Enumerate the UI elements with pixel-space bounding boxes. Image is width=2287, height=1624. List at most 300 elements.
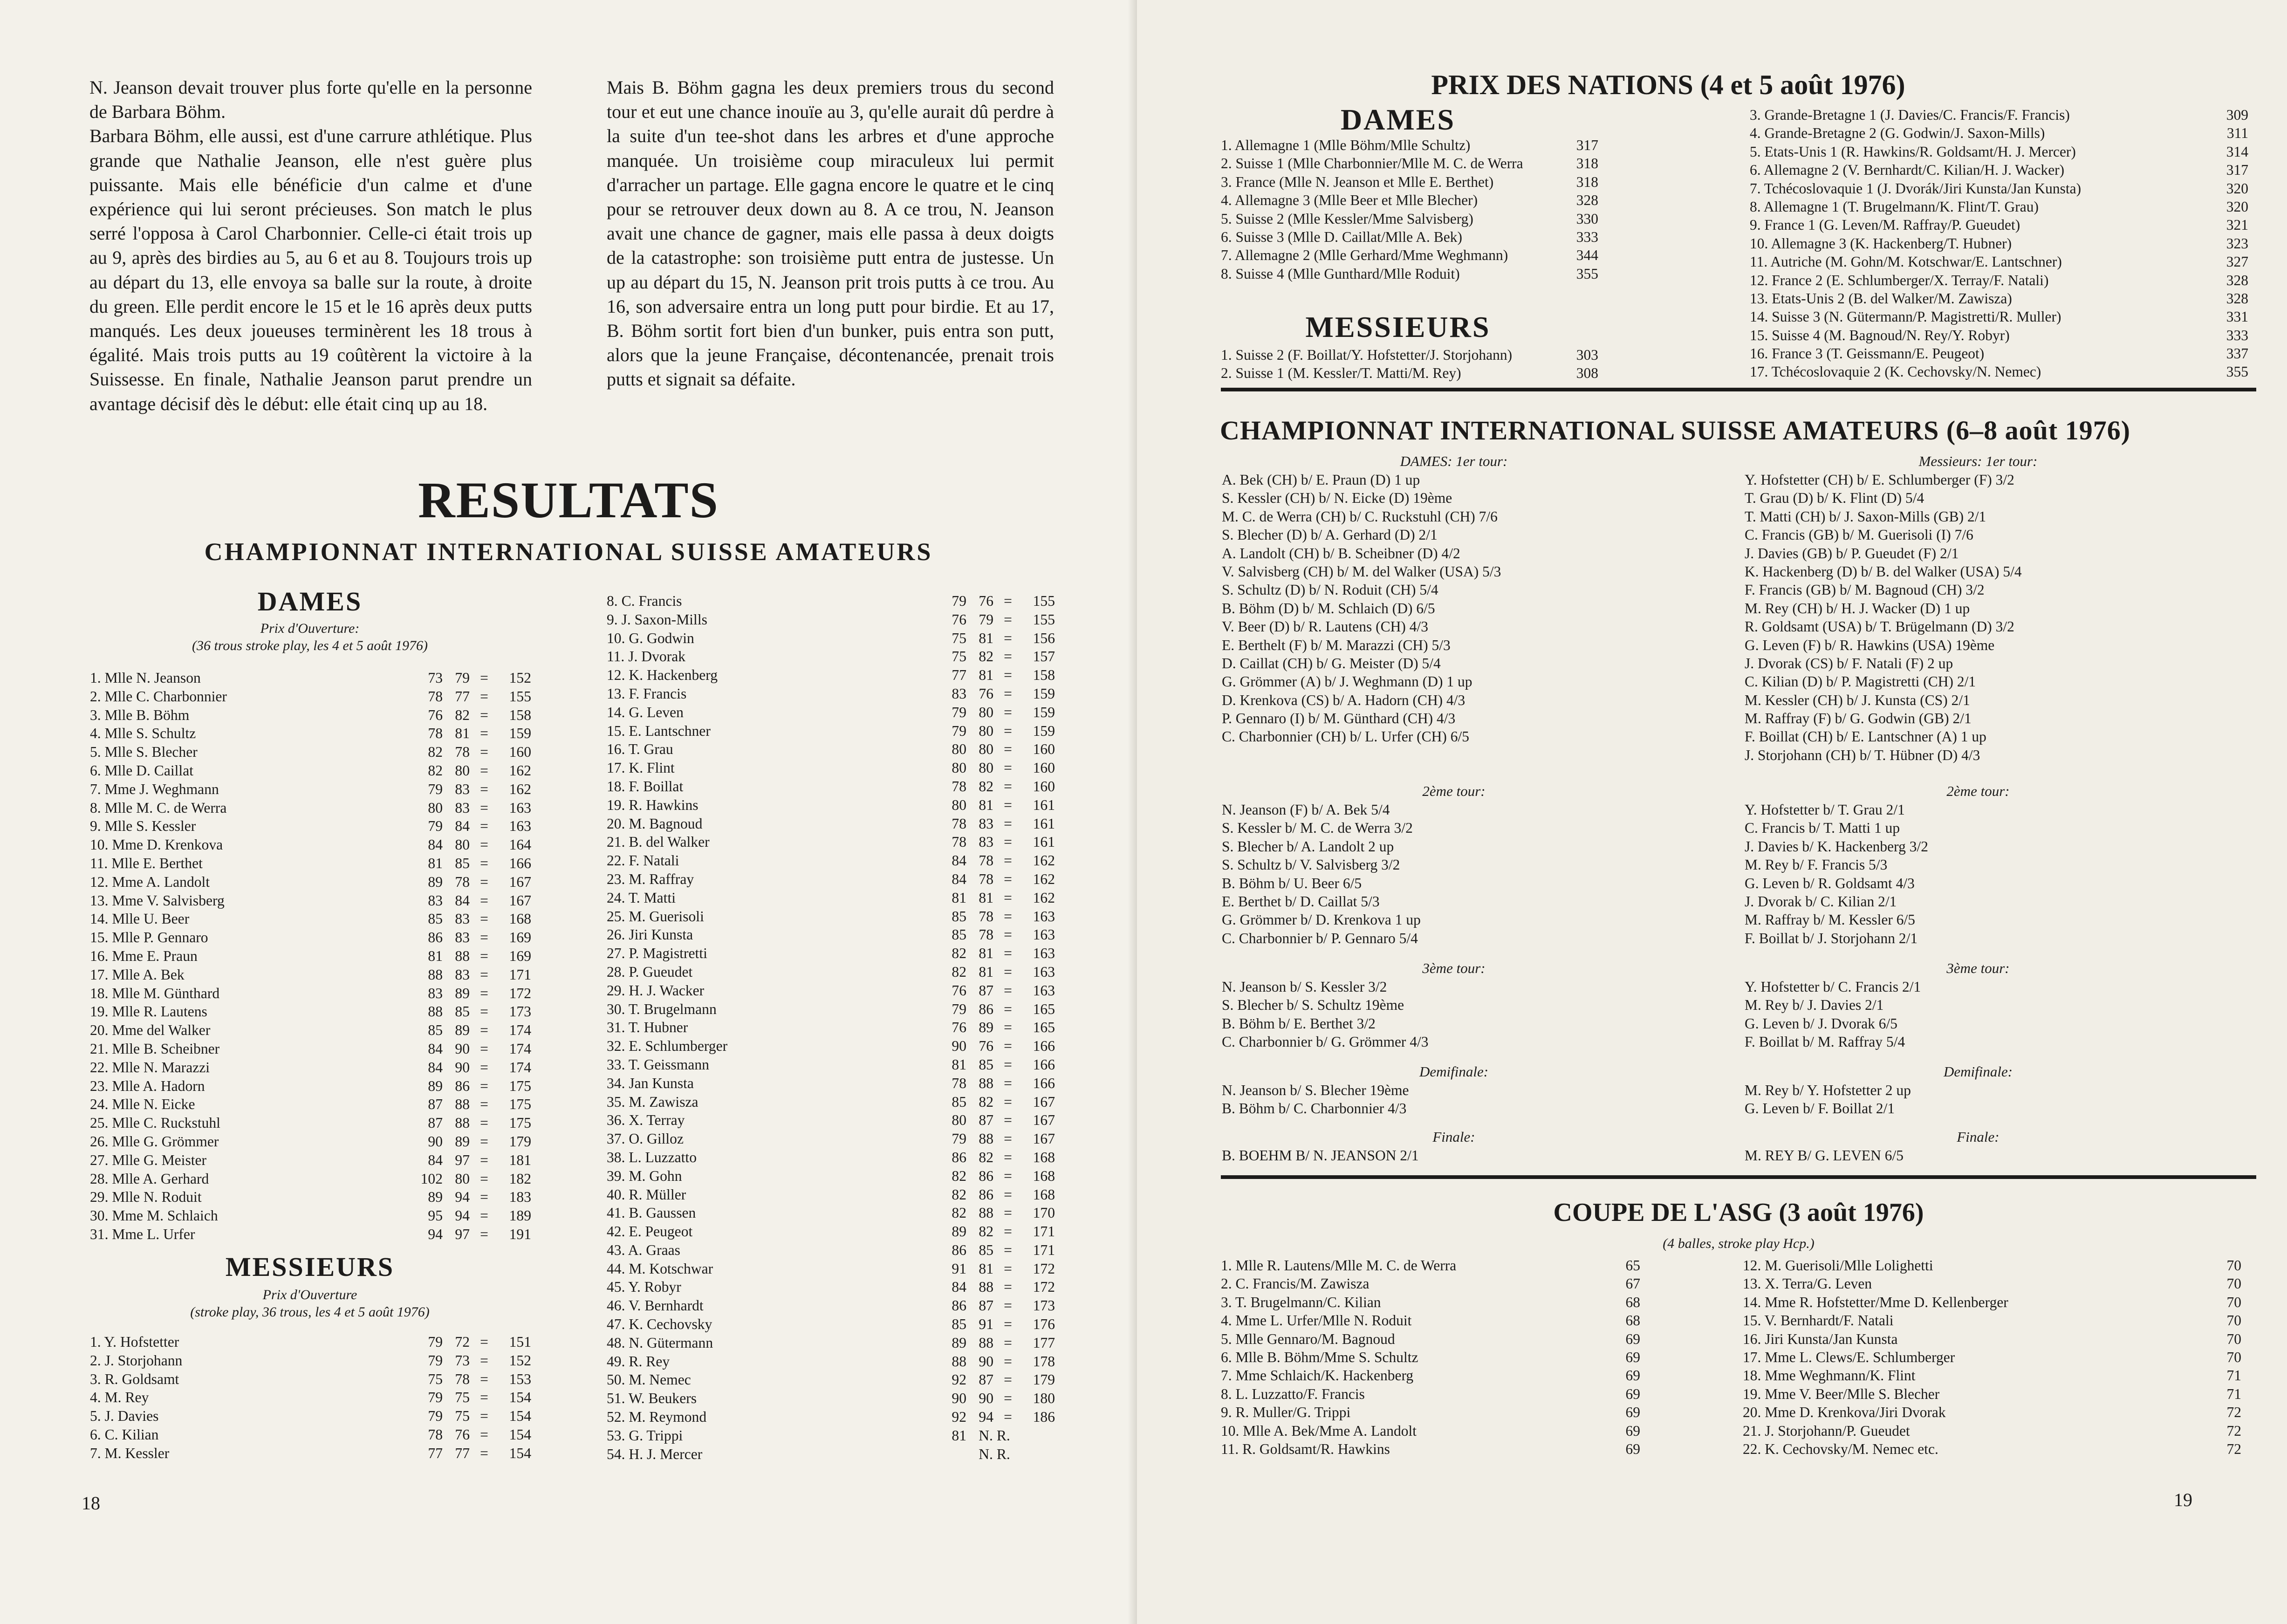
team-name: 6. Allemagne 2 (V. Bernhardt/C. Kilian/H. J. Wacker) [1750, 162, 2065, 178]
round-2-score: 83 [455, 911, 470, 927]
player-name: 3. Mlle B. Böhm [90, 706, 190, 723]
table-row [90, 947, 531, 966]
equals-sign: = [1004, 1167, 1012, 1184]
player-name: 31. T. Hubner [607, 1019, 688, 1036]
round-2-score: 78 [979, 852, 993, 869]
team-name: 4. Allemagne 3 (Mlle Beer et Mlle Blecher) [1221, 192, 1478, 209]
table-row [1221, 154, 1598, 172]
player-name: 9. J. Saxon-Mills [607, 611, 707, 628]
player-name: 50. M. Nemec [607, 1371, 691, 1388]
table-row [90, 928, 531, 947]
dames-final-result: B. BOEHM B/ N. JEANSON 2/1 [1222, 1147, 1419, 1164]
equals-sign: = [1004, 667, 1012, 684]
player-name: 20. Mme del Walker [90, 1022, 211, 1039]
match-result: C. Charbonnier b/ G. Grömmer 4/3 [1222, 1034, 1429, 1050]
round-1-score: 80 [952, 796, 966, 813]
total-score: 160 [1033, 741, 1055, 758]
match-result: J. Davies (GB) b/ P. Gueudet (F) 2/1 [1745, 545, 1959, 562]
total-score: 154 [509, 1389, 531, 1406]
player-name: 6. C. Kilian [90, 1426, 159, 1443]
equals-sign: = [480, 985, 488, 1001]
table-row [90, 1225, 531, 1244]
match-result: C. Charbonnier b/ P. Gennaro 5/4 [1222, 930, 1418, 946]
total-score: 161 [1033, 815, 1055, 832]
team-score: 72 [2226, 1404, 2241, 1421]
match-result: S. Blecher (D) b/ A. Gerhard (D) 2/1 [1222, 527, 1438, 543]
round-2-score: 81 [979, 667, 993, 684]
table-row [607, 833, 1055, 851]
player-name: 11. Mlle E. Berthet [90, 855, 203, 871]
round-2-score: 73 [455, 1352, 470, 1369]
team-name: 15. Suisse 4 (M. Bagnoud/N. Rey/Y. Robyr) [1750, 327, 2010, 343]
equals-sign: = [1004, 1334, 1012, 1351]
player-name: 25. M. Guerisoli [607, 908, 704, 925]
round-2-score: 76 [979, 593, 993, 609]
equals-sign: = [480, 706, 488, 723]
round-2-score: 87 [979, 982, 993, 999]
table-row [607, 1408, 1055, 1426]
round-1-score: 83 [428, 985, 443, 1001]
round-2-score: 89 [979, 1019, 993, 1036]
table-row [1750, 124, 2248, 142]
round-1-score: 80 [952, 1112, 966, 1129]
team-score: 318 [1576, 173, 1598, 190]
player-name: 22. F. Natali [607, 852, 679, 869]
round-1-score: 88 [428, 1003, 443, 1020]
table-row [607, 1018, 1055, 1037]
round-2-score: 82 [979, 1149, 993, 1165]
total-score: 154 [509, 1445, 531, 1461]
table-row [90, 687, 531, 706]
messieurs-results-table-part-2 [607, 592, 1055, 1463]
total-score: 182 [509, 1170, 531, 1187]
dames-title: DAMES [257, 586, 363, 617]
equals-sign: = [1004, 834, 1012, 850]
total-score: 172 [1033, 1279, 1055, 1295]
player-name: 48. N. Gütermann [607, 1334, 713, 1351]
total-score: 155 [1033, 611, 1055, 628]
round-1-score: 88 [428, 966, 443, 983]
total-score: 173 [1033, 1297, 1055, 1314]
player-name: 10. Mme D. Krenkova [90, 836, 223, 853]
team-name: 14. Suisse 3 (N. Gütermann/P. Magistretti/R. Muller) [1750, 308, 2061, 325]
equals-sign: = [480, 911, 488, 927]
total-score: 174 [509, 1040, 531, 1057]
team-name: 6. Mlle B. Böhm/Mme S. Schultz [1221, 1349, 1418, 1365]
round-2-score: 89 [455, 985, 470, 1001]
team-name: 3. Grande-Bretagne 1 (J. Davies/C. Francis/F. Francis) [1750, 107, 2070, 123]
match-result: M. Raffray b/ M. Kessler 6/5 [1745, 911, 1915, 928]
round-1-score: 86 [952, 1241, 966, 1258]
player-name: 35. M. Zawisza [607, 1093, 698, 1110]
round-2-score: 82 [979, 778, 993, 795]
table-row [607, 1093, 1055, 1111]
player-name: 27. P. Magistretti [607, 945, 707, 962]
player-name: 37. O. Gilloz [607, 1131, 684, 1147]
round-1-score: 89 [428, 1077, 443, 1094]
match-result: Y. Hofstetter b/ C. Francis 2/1 [1745, 979, 1921, 995]
round-1-score: 73 [428, 670, 443, 686]
team-name: 2. Suisse 1 (Mlle Charbonnier/Mlle M. C. de Werra [1221, 155, 1523, 172]
table-row [1221, 346, 1598, 364]
dames-note-line-1: Prix d'Ouverture: [260, 621, 360, 636]
table-row [1221, 364, 1598, 382]
equals-sign: = [1004, 1279, 1012, 1295]
match-result: A. Landolt (CH) b/ B. Scheibner (D) 4/2 [1222, 545, 1460, 562]
team-name: 12. M. Guerisoli/Mlle Lolighetti [1743, 1257, 1933, 1274]
round-1-score: 82 [952, 1186, 966, 1203]
round-1-score: 78 [952, 834, 966, 850]
round-1-score: 81 [952, 1056, 966, 1073]
equals-sign: = [1004, 630, 1012, 646]
table-row [607, 1222, 1055, 1241]
total-score: 168 [1033, 1167, 1055, 1184]
player-name: 53. G. Trippi [607, 1427, 683, 1444]
table-row [607, 1130, 1055, 1148]
team-score: 317 [1576, 137, 1598, 153]
total-score: 191 [509, 1226, 531, 1242]
table-row [90, 1077, 531, 1096]
total-score: 173 [509, 1003, 531, 1020]
equals-sign: = [1004, 1038, 1012, 1055]
round-2-score: 82 [979, 1093, 993, 1110]
round-2-score: 83 [455, 966, 470, 983]
team-name: 13. Etats-Unis 2 (B. del Walker/M. Zawisza) [1750, 290, 2012, 307]
team-score: 69 [1625, 1330, 1640, 1347]
player-name: 3. R. Goldsamt [90, 1370, 179, 1387]
equals-sign: = [1004, 1297, 1012, 1314]
player-name: 36. X. Terray [607, 1112, 685, 1129]
table-row [1221, 1440, 1640, 1458]
round-1-score: 79 [428, 1352, 443, 1369]
table-row [1221, 1330, 1640, 1348]
equals-sign: = [1004, 852, 1012, 869]
player-name: 29. Mlle N. Roduit [90, 1189, 202, 1206]
table-row [90, 1002, 531, 1021]
round-1-score: 92 [952, 1409, 966, 1425]
table-row [1221, 1256, 1640, 1275]
round-1-score: 84 [952, 852, 966, 869]
table-row [1743, 1403, 2241, 1421]
table-row [90, 1370, 531, 1389]
equals-sign: = [480, 1077, 488, 1094]
total-score: 156 [1033, 630, 1055, 646]
round-1-score: 82 [952, 1167, 966, 1184]
round-1-score: 85 [428, 1022, 443, 1039]
round-1-score: 85 [952, 1316, 966, 1333]
total-score: 160 [1033, 760, 1055, 776]
team-score: 68 [1625, 1312, 1640, 1329]
dames-round-1-title: DAMES: 1er tour: [1400, 453, 1508, 469]
total-score: 168 [1033, 1149, 1055, 1165]
dames-note [89, 620, 531, 654]
round-2-score: 72 [455, 1334, 470, 1350]
total-score: 153 [509, 1370, 531, 1387]
round-1-score: 78 [952, 1075, 966, 1091]
total-score: 183 [509, 1189, 531, 1206]
total-score: 162 [509, 762, 531, 779]
team-name: 1. Allemagne 1 (Mlle Böhm/Mlle Schultz) [1221, 137, 1471, 153]
table-row [90, 1058, 531, 1077]
table-row [1743, 1440, 2241, 1458]
table-row [1750, 344, 2248, 363]
round-1-score: 77 [428, 1445, 443, 1461]
round-1-score: 89 [952, 1334, 966, 1351]
table-row [1221, 136, 1598, 154]
total-score: 174 [509, 1022, 531, 1039]
table-row [607, 610, 1055, 629]
round-2-score: 83 [979, 834, 993, 850]
round-1-score: 82 [952, 945, 966, 962]
match-result: T. Matti (CH) b/ J. Saxon-Mills (GB) 2/1 [1745, 508, 1986, 525]
round-2-score: 81 [979, 796, 993, 813]
equals-sign: = [1004, 1056, 1012, 1073]
match-result: C. Kilian (D) b/ P. Magistretti (CH) 2/1 [1745, 673, 1976, 690]
player-name: 22. Mlle N. Marazzi [90, 1059, 210, 1076]
match-result: F. Francis (GB) b/ M. Bagnoud (CH) 3/2 [1745, 582, 1985, 598]
team-score: 331 [2226, 308, 2248, 325]
player-name: 1. Y. Hofstetter [90, 1334, 179, 1350]
team-name: 18. Mme Weghmann/K. Flint [1743, 1367, 1916, 1384]
player-name: 5. J. Davies [90, 1408, 159, 1425]
table-row [1221, 265, 1598, 283]
total-score: 157 [1033, 648, 1055, 665]
total-score: 163 [509, 799, 531, 816]
table-row [607, 1315, 1055, 1334]
nations-messieurs-title: MESSIEURS [1305, 310, 1491, 343]
team-name: 10. Mlle A. Bek/Mme A. Landolt [1221, 1422, 1417, 1439]
match-result: M. Rey (CH) b/ H. J. Wacker (D) 1 up [1745, 600, 1970, 617]
nations-messieurs-table-part-2 [1750, 106, 2248, 381]
equals-sign: = [1004, 1316, 1012, 1333]
round-2-score: 79 [979, 611, 993, 628]
table-row [90, 706, 531, 725]
team-name: 8. L. Luzzatto/F. Francis [1221, 1385, 1365, 1402]
equals-sign: = [480, 1334, 488, 1350]
player-name: 29. H. J. Wacker [607, 982, 705, 999]
round-2-score: 88 [979, 1205, 993, 1221]
player-name: 32. E. Schlumberger [607, 1038, 728, 1055]
total-score: 175 [509, 1115, 531, 1131]
team-score: 323 [2226, 235, 2248, 252]
dames-note-line-2: (36 trous stroke play, les 4 et 5 août 1976) [192, 638, 428, 653]
player-name: 33. T. Geissmann [607, 1056, 709, 1073]
dames-round-2-matches [1222, 801, 1669, 947]
equals-sign: = [1004, 1390, 1012, 1407]
team-score: 69 [1625, 1422, 1640, 1439]
total-score: 167 [1033, 1131, 1055, 1147]
round-1-score: 85 [952, 926, 966, 943]
player-name: 23. M. Raffray [607, 870, 694, 887]
page-number-right: 19 [2174, 1489, 2192, 1510]
equals-sign: = [1004, 945, 1012, 962]
round-2-score: 91 [979, 1316, 993, 1333]
table-row [607, 851, 1055, 870]
team-score: 328 [2226, 290, 2248, 307]
round-1-score: 82 [428, 744, 443, 761]
equals-sign: = [480, 781, 488, 797]
total-score: 152 [509, 670, 531, 686]
equals-sign: = [480, 1389, 488, 1406]
round-2-score: 84 [455, 818, 470, 835]
table-row [90, 1425, 531, 1444]
round-1-score: 78 [428, 1426, 443, 1443]
team-score: 70 [2226, 1312, 2241, 1329]
table-row [607, 1389, 1055, 1408]
round-1-score: 84 [952, 1279, 966, 1295]
equals-sign: = [480, 1059, 488, 1076]
round-2-score: 81 [979, 945, 993, 962]
round-2-score: 89 [455, 1022, 470, 1039]
total-score: 163 [1033, 982, 1055, 999]
total-score: 179 [1033, 1371, 1055, 1388]
team-name: 2. Suisse 1 (M. Kessler/T. Matti/M. Rey) [1221, 365, 1461, 382]
team-name: 15. V. Bernhardt/F. Natali [1743, 1312, 1894, 1329]
total-score: 166 [1033, 1075, 1055, 1091]
round-1-score: 79 [952, 722, 966, 739]
article-paragraph-1: N. Jeanson devait trouver plus forte qu'elle en la personne de Barbara Böhm. [89, 77, 532, 123]
article-column-1 [89, 75, 532, 416]
total-score: 172 [1033, 1260, 1055, 1277]
player-name: 41. B. Gaussen [607, 1205, 696, 1221]
team-score: 69 [1625, 1349, 1640, 1365]
messieurs-round-1-matches [1745, 471, 2229, 764]
round-1-score: 76 [952, 611, 966, 628]
total-score: 176 [1033, 1316, 1055, 1333]
player-name: 19. Mlle R. Lautens [90, 1003, 207, 1020]
equals-sign: = [480, 1096, 488, 1113]
page-number: 18 [82, 1493, 100, 1514]
messieurs-final-title: Finale: [1957, 1129, 1999, 1145]
round-1-score: 76 [428, 706, 443, 723]
match-result: S. Schultz (D) b/ N. Roduit (CH) 5/4 [1222, 582, 1438, 598]
round-2-score: 80 [455, 762, 470, 779]
total-score: 162 [1033, 852, 1055, 869]
round-1-score: 88 [952, 1353, 966, 1370]
table-row [1743, 1293, 2241, 1311]
team-score: 314 [2226, 143, 2248, 160]
equals-sign: = [1004, 741, 1012, 758]
team-name: 4. Grande-Bretagne 2 (G. Godwin/J. Saxon-Mills) [1750, 125, 2045, 142]
round-1-score: 81 [428, 855, 443, 871]
table-row [1221, 1348, 1640, 1366]
player-name: 52. M. Reymond [607, 1409, 707, 1425]
round-2-score: 81 [979, 963, 993, 980]
table-row [1750, 106, 2248, 124]
match-result: G. Leven b/ R. Goldsamt 4/3 [1745, 875, 1915, 891]
table-row [607, 1296, 1055, 1315]
round-1-score: 79 [428, 818, 443, 835]
team-score: 303 [1576, 347, 1598, 363]
team-score: 68 [1625, 1294, 1640, 1310]
round-1-score: 87 [428, 1096, 443, 1113]
team-score: 70 [2226, 1330, 2241, 1347]
total-score: 165 [1033, 1019, 1055, 1036]
match-result: J. Davies b/ K. Hackenberg 3/2 [1745, 838, 1928, 855]
player-name: 5. Mlle S. Blecher [90, 744, 198, 761]
round-2-score: 86 [455, 1077, 470, 1094]
equals-sign: = [1004, 685, 1012, 702]
round-1-score: 79 [428, 1408, 443, 1425]
equals-sign: = [480, 1445, 488, 1461]
round-2-score: 81 [979, 1260, 993, 1277]
messieurs-round-1-title: Messieurs: 1er tour: [1918, 453, 2038, 469]
match-result: V. Beer (D) b/ R. Lautens (CH) 4/3 [1222, 618, 1428, 635]
round-2-score: 77 [455, 1445, 470, 1461]
table-row [607, 777, 1055, 796]
table-row [90, 761, 531, 780]
left-page [0, 0, 1137, 1624]
round-2-score: 83 [979, 815, 993, 832]
player-name: 21. Mlle B. Scheibner [90, 1040, 220, 1057]
team-name: 21. J. Storjohann/P. Gueudet [1743, 1422, 1910, 1439]
match-result: S. Blecher b/ S. Schultz 19ème [1222, 997, 1404, 1014]
team-name: 22. K. Cechovsky/M. Nemec etc. [1743, 1440, 1938, 1457]
round-2-score: 77 [455, 688, 470, 705]
match-result: A. Bek (CH) b/ E. Praun (D) 1 up [1222, 472, 1420, 488]
round-2-score: 94 [979, 1409, 993, 1425]
table-row [90, 1444, 531, 1463]
total-score: 154 [509, 1408, 531, 1425]
table-row [90, 1040, 531, 1058]
round-1-score: 82 [428, 762, 443, 779]
match-result: B. Böhm b/ U. Beer 6/5 [1222, 875, 1362, 891]
table-row [607, 1037, 1055, 1055]
table-row [607, 1185, 1055, 1204]
table-row [607, 981, 1055, 1000]
round-2-score: 83 [455, 781, 470, 797]
equals-sign: = [1004, 815, 1012, 832]
team-score: 328 [2226, 272, 2248, 288]
round-1-score: 75 [428, 1370, 443, 1387]
round-1-score: 102 [420, 1170, 443, 1187]
messieurs-note-line-2: (stroke play, 36 trous, les 4 et 5 août 1976) [190, 1304, 430, 1320]
player-name: 6. Mlle D. Caillat [90, 762, 194, 779]
table-row [1750, 289, 2248, 308]
total-score: 158 [509, 706, 531, 723]
team-name: 8. Suisse 4 (Mlle Gunthard/Mlle Roduit) [1221, 265, 1460, 282]
player-name: 13. F. Francis [607, 685, 687, 702]
player-name: 7. Mme J. Weghmann [90, 781, 219, 797]
table-row [1750, 271, 2248, 289]
table-row [90, 1333, 531, 1351]
match-result: C. Francis b/ T. Matti 1 up [1745, 820, 1900, 836]
equals-sign: = [1004, 1093, 1012, 1110]
match-result: C. Charbonnier (CH) b/ L. Urfer (CH) 6/5 [1222, 728, 1470, 745]
round-1-score: 84 [952, 870, 966, 887]
round-1-score: 86 [428, 929, 443, 946]
team-name: 11. R. Goldsamt/R. Hawkins [1221, 1440, 1390, 1457]
round-1-score: 90 [428, 1133, 443, 1150]
team-name: 3. France (Mlle N. Jeanson et Mlle E. Berthet) [1221, 173, 1494, 190]
total-score: 154 [509, 1426, 531, 1443]
nations-messieurs-table-part-1 [1221, 346, 1598, 383]
player-name: 7. M. Kessler [90, 1445, 170, 1461]
player-name: 26. Mlle G. Grömmer [90, 1133, 219, 1150]
equals-sign: = [1004, 1149, 1012, 1165]
round-2-score: 88 [455, 947, 470, 964]
table-row [90, 891, 531, 910]
table-row [1221, 228, 1598, 246]
messieurs-round-3-title: 3ème tour: [1946, 960, 2010, 976]
round-2-score: 97 [455, 1151, 470, 1168]
equals-sign: = [1004, 889, 1012, 906]
team-name: 19. Mme V. Beer/Mlle S. Blecher [1743, 1385, 1940, 1402]
total-score: 160 [509, 744, 531, 761]
round-1-score: 92 [952, 1371, 966, 1388]
round-1-score: 85 [952, 908, 966, 925]
round-2-score: 76 [979, 1038, 993, 1055]
